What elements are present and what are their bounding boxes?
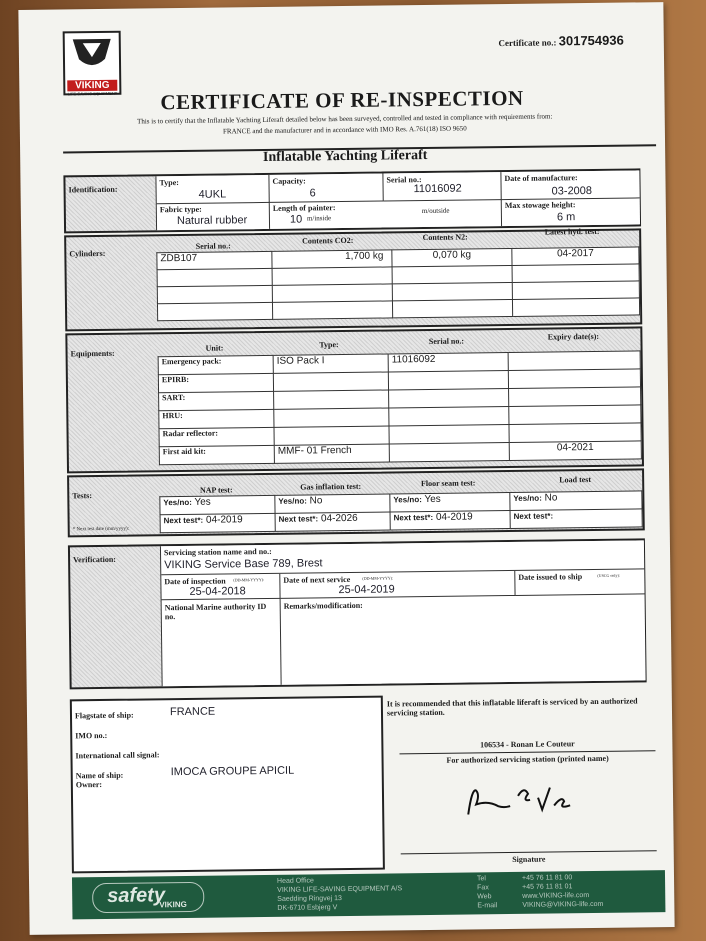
certificate-number-label: Certificate no.: bbox=[498, 37, 557, 49]
cyl-cell bbox=[392, 265, 512, 283]
eq-header-serial: Serial no.: bbox=[428, 336, 465, 346]
fabric-value: Natural rubber bbox=[176, 214, 248, 228]
eq-cell bbox=[508, 351, 640, 371]
tel-value: +45 76 11 81 00 bbox=[521, 874, 573, 882]
safety-logo bbox=[92, 882, 204, 913]
painter-outside-label: m/outside bbox=[421, 206, 450, 216]
cyl-cell bbox=[272, 284, 392, 302]
tests-note: * Next test date (mm/yyyy): bbox=[72, 526, 130, 533]
capacity-cell bbox=[269, 174, 383, 203]
painter-value: 10 bbox=[289, 213, 303, 226]
section-subtitle: Inflatable Yachting Liferaft bbox=[262, 147, 428, 165]
equipments-box bbox=[65, 326, 644, 473]
eq-cell: MMF- 01 French bbox=[274, 444, 389, 463]
cyl-cell: 1,700 kg bbox=[272, 250, 392, 268]
inspection-date-cell bbox=[161, 574, 280, 600]
ship-name-value: IMOCA GROUPE APICIL bbox=[170, 764, 295, 779]
identification-label: Identification: bbox=[68, 184, 118, 195]
next-service-cell bbox=[280, 571, 515, 599]
cyl-cell bbox=[392, 282, 512, 300]
serial-value: 11016092 bbox=[413, 182, 462, 196]
tests-table bbox=[159, 490, 642, 533]
yesno-label: Yes/no: bbox=[278, 496, 307, 506]
cyl-cell: ZDB107 bbox=[157, 251, 272, 269]
head-office-block bbox=[277, 875, 402, 913]
fax-value: +45 76 11 81 01 bbox=[522, 883, 573, 891]
next-service-label: Date of next service bbox=[283, 574, 351, 585]
eq-header-type: Type: bbox=[319, 340, 339, 350]
cyl-cell: 0,070 kg bbox=[392, 248, 512, 266]
verification-grid bbox=[160, 540, 646, 686]
cyl-cell bbox=[157, 302, 272, 320]
eq-cell: ISO Pack I bbox=[273, 354, 388, 373]
cyl-header-serial: Serial no.: bbox=[195, 241, 231, 251]
next-test-label: Next test*: bbox=[513, 511, 554, 521]
fabric-cell bbox=[157, 202, 270, 230]
nap-yesno: Yes bbox=[194, 496, 211, 508]
cyl-header-n2: Contents N2: bbox=[422, 232, 468, 243]
web-label: Web bbox=[477, 893, 492, 901]
safety-brand: safety bbox=[107, 884, 166, 907]
eq-cell bbox=[274, 390, 389, 409]
safety-brand-sub: VIKING bbox=[159, 899, 187, 910]
issued-format: (USCG only): bbox=[597, 572, 620, 578]
eq-cell bbox=[274, 426, 389, 445]
company-name: VIKING LIFE-SAVING EQUIPMENT A/S bbox=[277, 885, 403, 894]
eq-cell bbox=[274, 408, 389, 427]
capacity-label: Capacity: bbox=[272, 176, 306, 186]
eq-cell bbox=[389, 443, 509, 462]
verification-box bbox=[68, 538, 647, 689]
issued-label: Date issued to ship bbox=[518, 572, 583, 582]
tests-label: Tests: bbox=[72, 491, 93, 501]
eq-cell: EPIRB: bbox=[158, 373, 273, 392]
next-test-label: Next test*: bbox=[393, 512, 434, 523]
eq-cell bbox=[509, 405, 641, 425]
cyl-cell: 04-2017 bbox=[512, 247, 639, 266]
eq-cell bbox=[508, 369, 640, 389]
gas-yesno: No bbox=[309, 495, 323, 507]
capacity-value: 6 bbox=[309, 187, 316, 200]
cylinders-label: Cylinders: bbox=[69, 248, 106, 259]
cyl-cell bbox=[392, 299, 512, 317]
identification-box bbox=[63, 168, 641, 233]
intro-line-1: This is to certify that the Inflatable Yachting Liferaft detailed below has been surveyed, controlled and tested in compliance with requirements from: bbox=[136, 112, 553, 126]
cylinders-box bbox=[64, 228, 642, 331]
cyl-header-co2: Contents CO2: bbox=[301, 235, 354, 246]
email-link[interactable]: VIKING@VIKING-life.com bbox=[522, 900, 604, 909]
intro-line-2: FRANCE and the manufacturer and in accordance with IMO Res. A.761(18) ISO 9650 bbox=[222, 124, 467, 136]
flagstate-label: Flagstate of ship: bbox=[74, 710, 134, 721]
identification-grid bbox=[155, 170, 640, 230]
eq-cell: 04-2021 bbox=[509, 441, 641, 461]
certificate-number-block bbox=[498, 33, 623, 50]
footer-bar bbox=[72, 870, 665, 919]
yesno-label: Yes/no: bbox=[393, 495, 422, 505]
issued-cell bbox=[515, 569, 644, 596]
inspection-date-value: 25-04-2018 bbox=[189, 585, 246, 598]
serial-cell bbox=[383, 172, 501, 201]
viking-emblem-icon bbox=[65, 33, 120, 76]
call-signal-label: International call signal: bbox=[75, 750, 160, 761]
equipments-label: Equipments: bbox=[70, 348, 115, 359]
recommendation-text: It is recommended that this inflatable liferaft is serviced by an authorized servicing station. bbox=[386, 696, 638, 718]
station-value: VIKING Service Base 789, Brest bbox=[164, 557, 323, 572]
cyl-cell bbox=[272, 301, 392, 319]
inspection-date-label: Date of inspection bbox=[164, 576, 226, 587]
email-label: E-mail bbox=[477, 902, 498, 910]
head-office-label: Head Office bbox=[276, 877, 314, 885]
logo-subtext: LIFE-SAVING EQUIPMENT bbox=[67, 90, 118, 97]
web-link[interactable]: www.VIKING-life.com bbox=[522, 892, 590, 900]
nma-label: National Marine authority ID no. bbox=[164, 601, 267, 622]
eq-cell bbox=[509, 423, 641, 443]
floor-next: 04-2019 bbox=[435, 511, 473, 523]
nap-next: 04-2019 bbox=[205, 514, 243, 526]
eq-cell: Radar reflector: bbox=[159, 427, 274, 446]
cyl-cell bbox=[512, 298, 639, 317]
printed-name-label: For authorized servicing station (printed name) bbox=[446, 753, 609, 765]
contact-values bbox=[522, 873, 603, 910]
max-stowage-label: Max stowage height: bbox=[504, 200, 576, 211]
eq-cell: Emergency pack: bbox=[158, 355, 273, 374]
tel-label: Tel bbox=[476, 875, 487, 883]
next-test-label: Next test*: bbox=[163, 515, 204, 526]
company-city: DK-6710 Esbjerg V bbox=[277, 904, 338, 912]
next-service-value: 25-04-2019 bbox=[338, 583, 395, 597]
cyl-cell bbox=[157, 268, 272, 286]
eq-cell: 11016092 bbox=[388, 353, 508, 372]
type-label: Type: bbox=[159, 178, 179, 188]
certificate-paper bbox=[18, 2, 674, 935]
painter-label: Length of painter: bbox=[272, 203, 336, 213]
eq-cell bbox=[389, 407, 509, 426]
eq-header-expiry: Expiry date(s): bbox=[547, 331, 600, 342]
test-header-floor: Floor seam test: bbox=[420, 478, 476, 489]
eq-cell bbox=[273, 372, 388, 391]
serial-label: Serial no.: bbox=[386, 175, 422, 185]
fax-label: Fax bbox=[477, 884, 489, 892]
logo-text: VIKING bbox=[67, 80, 117, 92]
next-service-format: (DD-MM-YYYY): bbox=[362, 575, 394, 581]
test-header-nap: NAP test: bbox=[199, 485, 233, 495]
contact-labels bbox=[477, 874, 497, 910]
viking-logo bbox=[63, 31, 122, 96]
tests-box bbox=[67, 468, 645, 537]
next-test-label: Next test*: bbox=[278, 514, 319, 524]
ship-name-label: Name of ship: Owner: bbox=[75, 770, 124, 790]
station-label: Servicing station name and no.: bbox=[163, 546, 272, 558]
flagstate-value: FRANCE bbox=[169, 705, 216, 719]
manufacture-value: 03-2008 bbox=[551, 184, 593, 198]
signature-label: Signature bbox=[512, 854, 546, 865]
test-header-load: Load test bbox=[559, 475, 592, 485]
manufacture-label: Date of manufacture: bbox=[504, 173, 578, 184]
painter-cell bbox=[270, 199, 502, 229]
eq-cell bbox=[509, 387, 641, 407]
max-stowage-value: 6 m bbox=[556, 211, 576, 224]
eq-cell bbox=[389, 425, 509, 444]
eq-cell: SART: bbox=[159, 391, 274, 410]
painter-inside-label: m/inside bbox=[306, 214, 332, 223]
yesno-label: Yes/no: bbox=[513, 493, 542, 503]
test-header-gas: Gas inflation test: bbox=[300, 481, 362, 492]
type-cell bbox=[156, 175, 269, 204]
eq-cell bbox=[389, 389, 509, 408]
cyl-cell bbox=[272, 267, 392, 285]
remarks-label: Remarks/modification: bbox=[283, 600, 363, 611]
equipments-table bbox=[158, 350, 642, 465]
eq-header-unit: Unit: bbox=[205, 343, 224, 353]
max-stowage-cell bbox=[502, 197, 640, 226]
printed-name: 106534 - Ronan Le Couteur bbox=[479, 739, 575, 750]
verification-divider bbox=[280, 599, 282, 685]
cylinders-table bbox=[156, 246, 640, 321]
signature-image bbox=[458, 775, 599, 827]
eq-cell: HRU: bbox=[159, 409, 274, 428]
inspection-date-format: (DD-MM-YYYY): bbox=[233, 577, 265, 583]
type-value: 4UKL bbox=[198, 188, 227, 201]
cyl-cell bbox=[512, 281, 639, 300]
eq-cell: First aid kit: bbox=[159, 445, 274, 464]
yesno-label: Yes/no: bbox=[163, 497, 192, 508]
eq-cell bbox=[388, 371, 508, 390]
imo-label: IMO no.: bbox=[75, 730, 108, 741]
cyl-cell bbox=[157, 285, 272, 303]
ship-box bbox=[70, 696, 385, 874]
fabric-label: Fabric type: bbox=[159, 204, 202, 215]
company-street: Saedding Ringvej 13 bbox=[277, 895, 342, 903]
cyl-cell bbox=[512, 264, 639, 283]
load-yesno: No bbox=[544, 492, 558, 504]
certificate-number: 301754936 bbox=[558, 32, 624, 49]
page-title: CERTIFICATE OF RE-INSPECTION bbox=[160, 85, 524, 115]
manufacture-cell bbox=[501, 170, 639, 200]
floor-yesno: Yes bbox=[424, 493, 441, 506]
gas-next: 04-2026 bbox=[320, 512, 358, 525]
cyl-header-hyd: Latest hyd. test: bbox=[544, 226, 600, 237]
verification-label: Verification: bbox=[73, 554, 116, 565]
